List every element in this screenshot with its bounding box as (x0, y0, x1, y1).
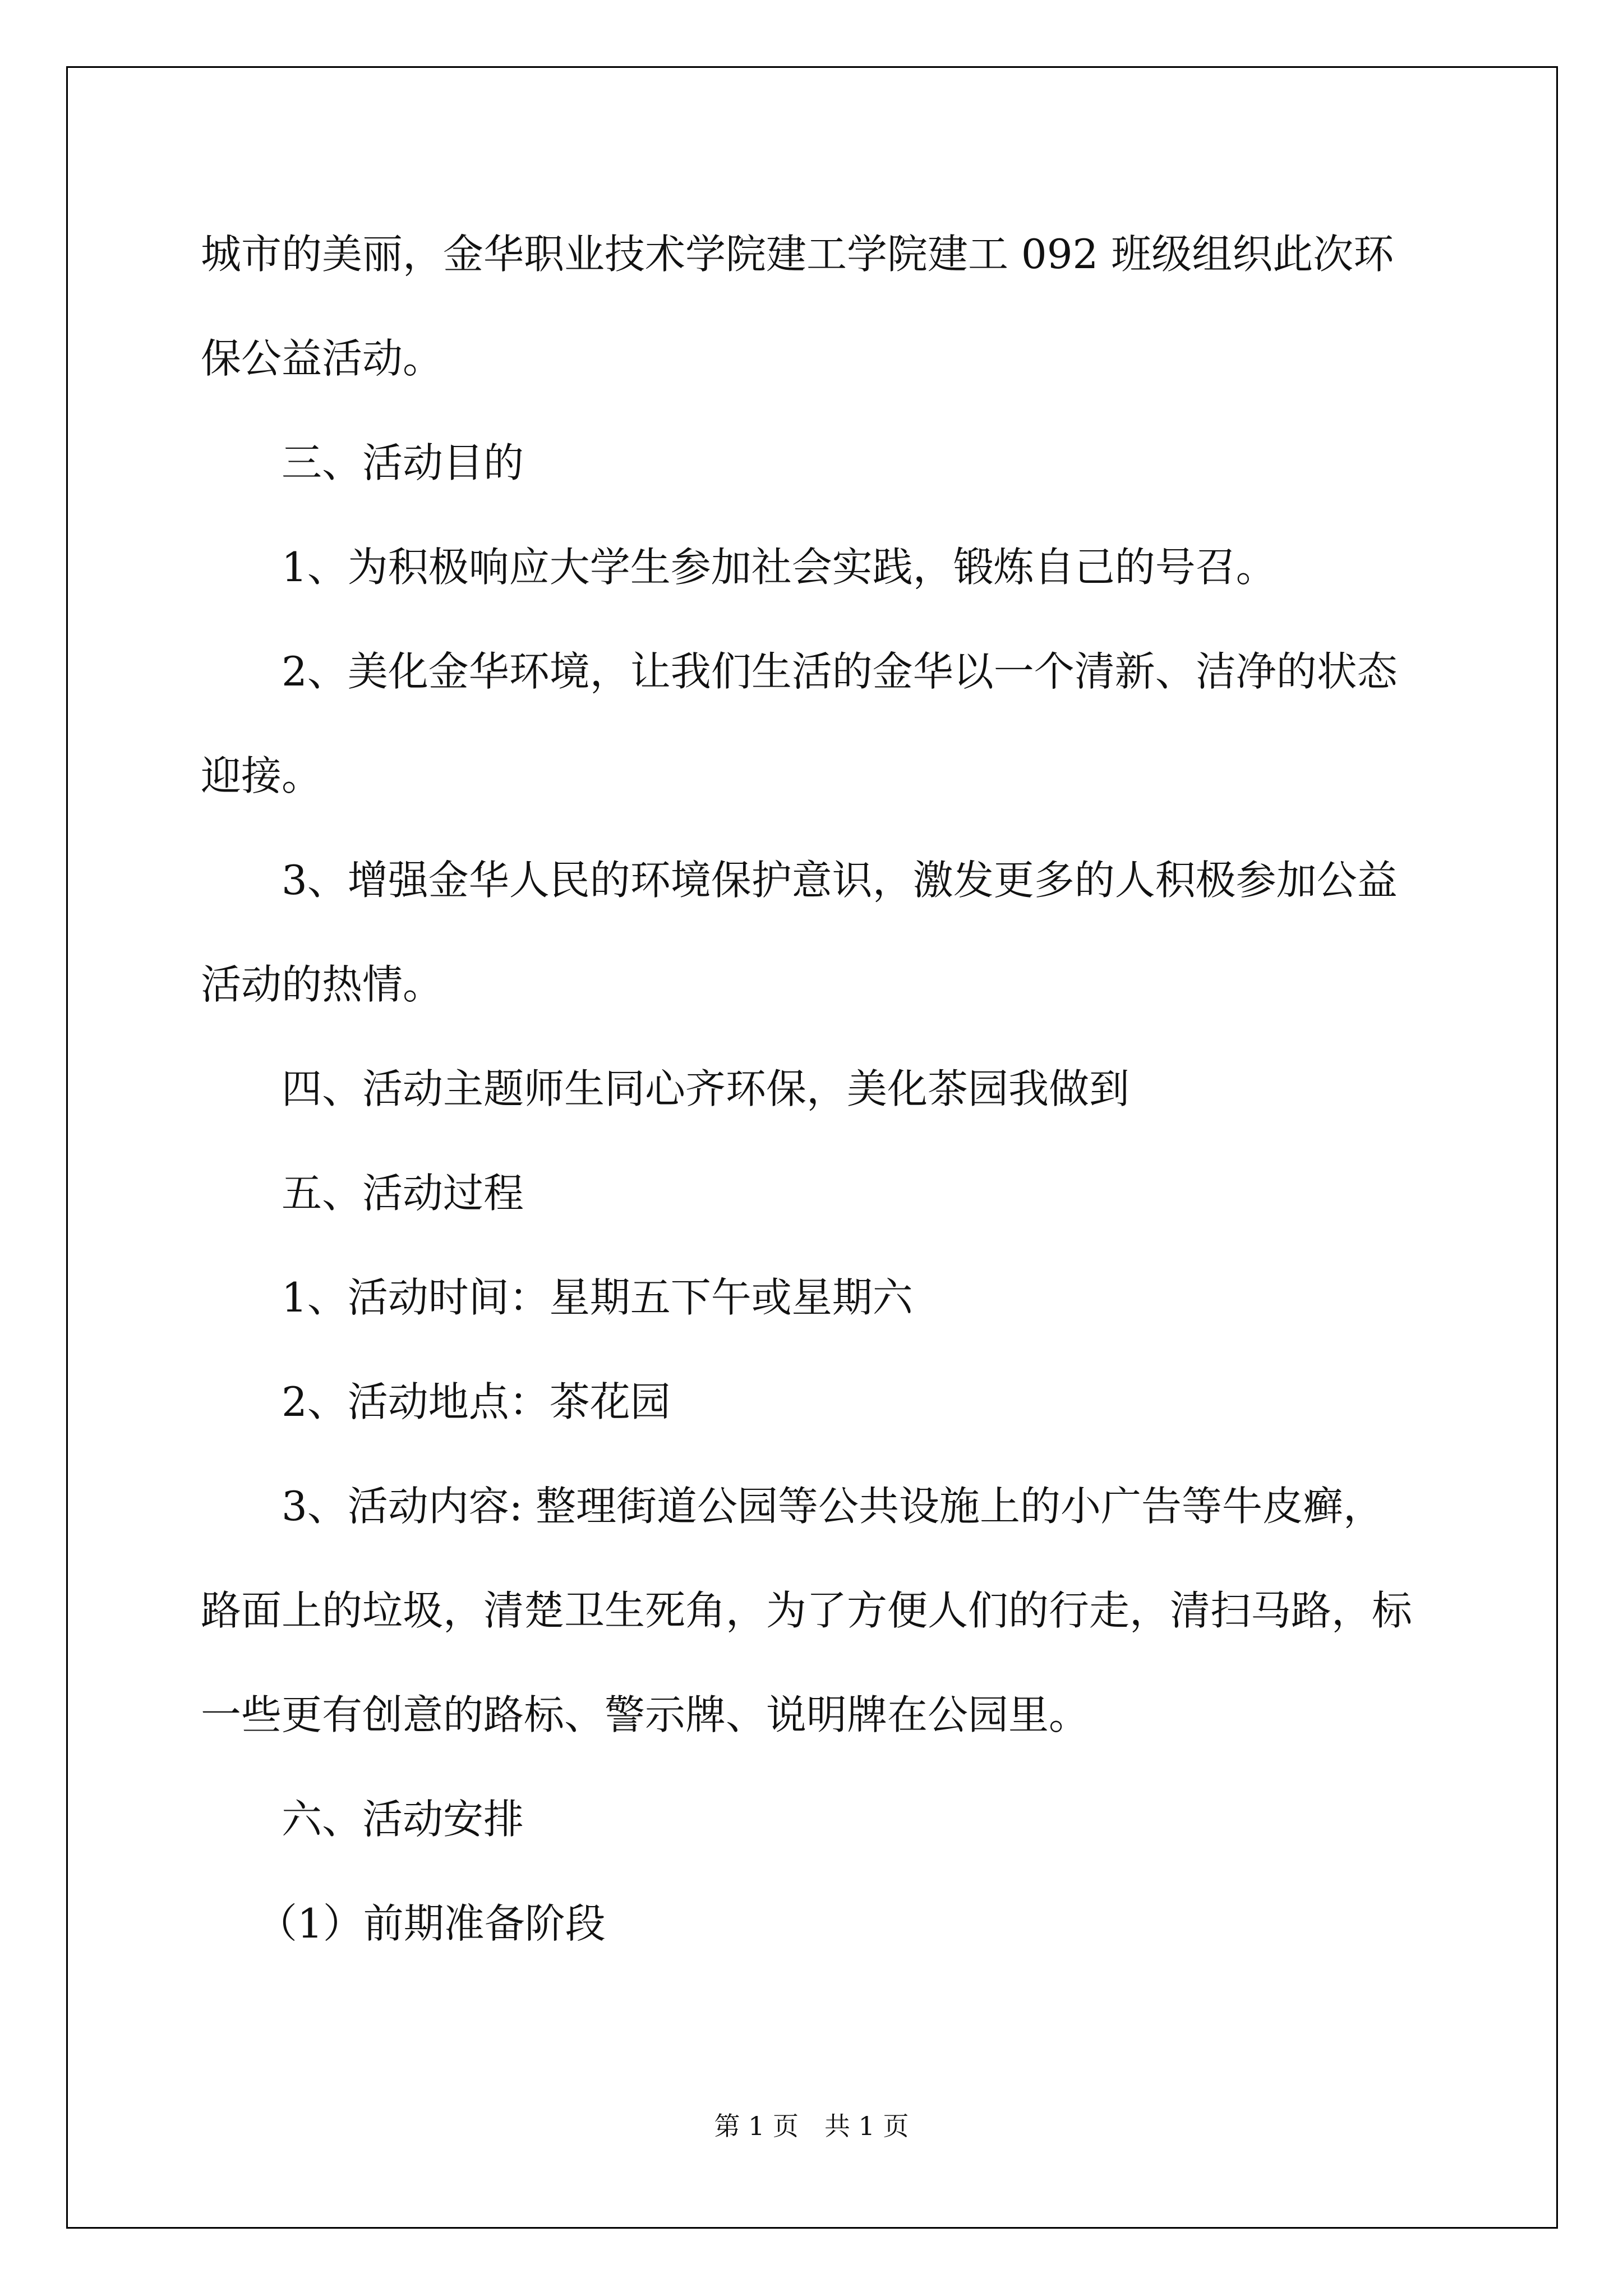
list-item: 2、活动地点：茶花园 (282, 1378, 671, 1425)
list-item: 2、美化金华环境，让我们生活的金华以一个清新、洁净的状态迎接。 (201, 648, 1398, 799)
list-item: 3、增强金华人民的环境保护意识，激发更多的人积极参加公益活动的热情。 (201, 857, 1398, 1008)
section-heading: 三、活动目的 (282, 439, 524, 486)
list-item: 1、活动时间：星期五下午或星期六 (282, 1274, 913, 1321)
paragraph: 城市的美丽，金华职业技术学院建工学院建工 092 班级组织此次环保公益活动。 (201, 231, 1394, 382)
document-body (201, 202, 1423, 1976)
list-item: 1、为积极响应大学生参加社会实践，锻炼自己的号召。 (282, 544, 1276, 591)
section-heading: 五、活动过程 (282, 1170, 524, 1217)
sub-heading: （1）前期准备阶段 (257, 1900, 606, 1947)
list-item: 3、活动内容: 整理街道公园等公共设施上的小广告等牛皮癣，路面上的垃圾，清楚卫生死角，为了方便人们的行走，清扫马路，标一些更有创意的路标、警示牌、说明牌在公园里。 (201, 1483, 1413, 1738)
section-heading: 六、活动安排 (282, 1796, 524, 1843)
section-heading: 四、活动主题师生同心齐环保，美化茶园我做到 (282, 1065, 1130, 1112)
page-footer: 第 1 页 共 1 页 (714, 2111, 909, 2141)
